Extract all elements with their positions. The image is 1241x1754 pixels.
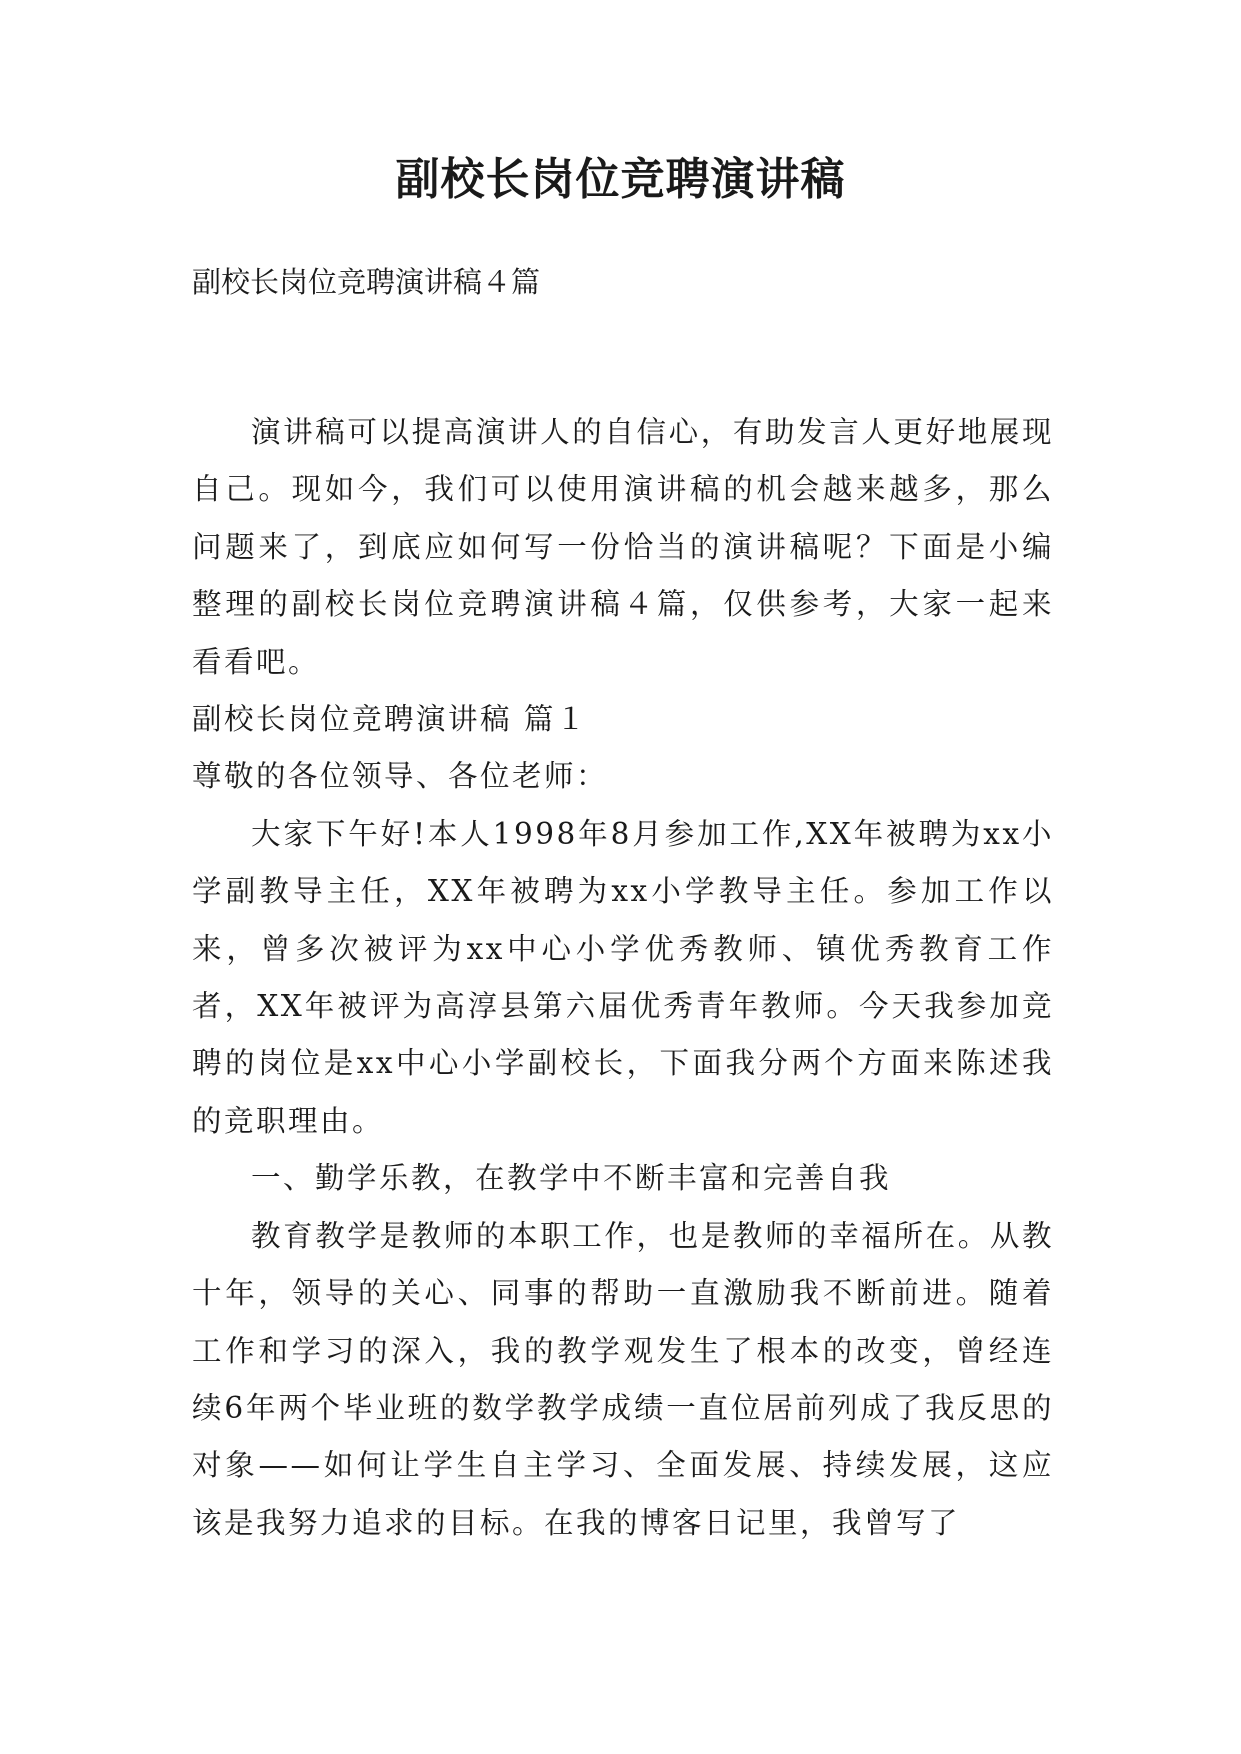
intro-paragraph: 演讲稿可以提高演讲人的自信心，有助发言人更好地展现自己。现如今，我们可以使用演讲稿的机会越来越多，那么问题来了，到底应如何写一份恰当的演讲稿呢？下面是小编整理的副校长岗位竞聘演讲稿４篇，仅供参考，大家一起来看看吧。 xyxy=(192,415,1054,679)
body-paragraph: 教育教学是教师的本职工作，也是教师的幸福所在。从教十年，领导的关心、同事的帮助一直激励我不断前进。随着工作和学习的深入，我的教学观发生了根本的改变，曾经连续6年两个毕业班的数学教学成绩一直位居前列成了我反思的对象——如何让学生自主学习、全面发展、持续发展，这应该是我努力追求的目标。在我的博客日记里，我曾写了 xyxy=(192,1218,1054,1540)
document-body xyxy=(192,404,1054,1552)
salutation: 尊敬的各位领导、各位老师： xyxy=(192,759,609,794)
body-paragraph: 大家下午好!本人1998年8月参加工作,XX年被聘为xx小学副教导主任，XX年被聘为xx小学教导主任。参加工作以来，曾多次被评为xx中心小学优秀教师、镇优秀教育工作者，XX年被评为高淳县第六届优秀青年教师。今天我参加竞聘的岗位是xx中心小学副校长，下面我分两个方面来陈述我的竞职理由。 xyxy=(192,816,1054,1138)
subheading: 一、勤学乐教，在教学中不断丰富和完善自我 xyxy=(251,1161,892,1196)
section-heading: 副校长岗位竞聘演讲稿 篇１ xyxy=(192,702,588,737)
document-subtitle: 副校长岗位竞聘演讲稿４篇 xyxy=(192,265,541,299)
document-title: 副校长岗位竞聘演讲稿 xyxy=(395,154,846,205)
